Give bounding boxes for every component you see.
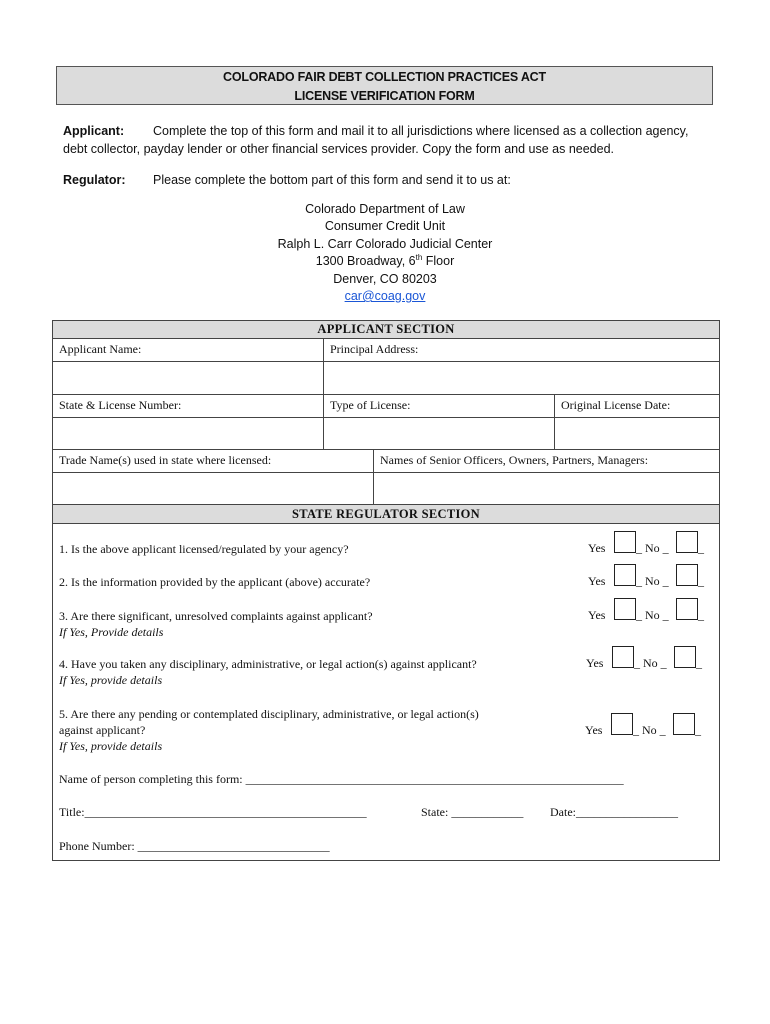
question-5-line1: 5. Are there any pending or contemplated disciplinary, administrative, or legal action(s): [59, 707, 479, 721]
applicant-text-2: debt collector, payday lender or other financial services provider. Copy the form and use as needed.: [63, 142, 615, 156]
q5-yes-label: Yes: [585, 723, 603, 737]
regulator-instructions: [63, 171, 723, 189]
applicant-text-1: Complete the top of this form and mail it to all jurisdictions where licensed as a collection agency,: [153, 124, 689, 138]
title-line[interactable]: Title:_______________________________________________: [59, 805, 367, 819]
q5-no-label: _ No _: [633, 723, 666, 737]
type-of-license-label-cell: [323, 394, 555, 418]
address-line4: 1300 Broadway, 6th Floor: [315, 253, 455, 269]
question-2: 2. Is the information provided by the applicant (above) accurate?: [59, 575, 371, 589]
q3-no-label: _ No _: [636, 608, 669, 622]
q4-yes-checkbox[interactable]: [612, 646, 634, 668]
regulator-label: Regulator:: [63, 173, 126, 187]
applicant-section-title: APPLICANT SECTION: [52, 320, 720, 339]
question-3: 3. Are there significant, unresolved complaints against applicant?: [59, 609, 373, 623]
question-1: 1. Is the above applicant licensed/regulated by your agency?: [59, 542, 349, 556]
q1-yes-label: Yes: [588, 541, 606, 555]
q3-yes-label: Yes: [588, 608, 606, 622]
question-3-note: If Yes, Provide details: [59, 625, 164, 639]
state-license-field[interactable]: [52, 417, 324, 450]
q5-yes-checkbox[interactable]: [611, 713, 633, 735]
principal-address-field[interactable]: [323, 361, 720, 395]
state-license-label: State & License Number:: [59, 398, 182, 412]
address-line3: Ralph L. Carr Colorado Judicial Center: [277, 236, 493, 251]
state-line[interactable]: State: ____________: [421, 805, 524, 819]
address-line2: Consumer Credit Unit: [324, 219, 446, 234]
applicant-label: Applicant:: [63, 124, 125, 138]
senior-officers-field[interactable]: [373, 472, 720, 505]
question-5-line2: against applicant?: [59, 723, 146, 737]
type-of-license-label: Type of License:: [330, 398, 411, 412]
q2-yes-label: Yes: [588, 574, 606, 588]
email-link[interactable]: car@coag.gov: [344, 289, 426, 304]
question-4: 4. Have you taken any disciplinary, administrative, or legal action(s) against applicant?: [59, 657, 477, 671]
address-line1: Colorado Department of Law: [305, 202, 465, 216]
q3-yes-checkbox[interactable]: [614, 598, 636, 620]
header-title-line1: COLORADO FAIR DEBT COLLECTION PRACTICES ACT: [223, 70, 546, 84]
applicant-instructions: [63, 122, 723, 158]
applicant-name-field[interactable]: [52, 361, 324, 395]
trade-names-label: Trade Name(s) used in state where licensed:: [59, 453, 272, 467]
q2-no-label: _ No _: [636, 574, 669, 588]
regulator-section-title: STATE REGULATOR SECTION: [52, 504, 720, 524]
date-line[interactable]: Date:_________________: [550, 805, 678, 819]
applicant-name-label: Applicant Name:: [59, 342, 142, 356]
q1-no-label: _ No _: [636, 541, 669, 555]
q1-no-checkbox[interactable]: [676, 531, 698, 553]
state-license-label-cell: [52, 394, 324, 418]
q2-yes-checkbox[interactable]: [614, 564, 636, 586]
senior-officers-label-cell: [373, 449, 720, 473]
q5-no-checkbox[interactable]: [673, 713, 695, 735]
completer-name-line[interactable]: Name of person completing this form: _______________________________________________________________: [59, 772, 624, 786]
original-license-date-label-cell: [554, 394, 720, 418]
q2-no-checkbox[interactable]: [676, 564, 698, 586]
q4-no-checkbox[interactable]: [674, 646, 696, 668]
applicant-name-label-cell: [52, 338, 324, 362]
q4-no-label: _ No _: [634, 656, 667, 670]
form-header: [56, 66, 713, 105]
principal-address-label-cell: [323, 338, 720, 362]
q4-yes-label: Yes: [586, 656, 604, 670]
question-5-note: If Yes, provide details: [59, 739, 163, 753]
senior-officers-label: Names of Senior Officers, Owners, Partners, Managers:: [380, 453, 649, 467]
q1-yes-checkbox[interactable]: [614, 531, 636, 553]
phone-number-line[interactable]: Phone Number: ________________________________: [59, 839, 330, 853]
mailing-address: [0, 201, 770, 305]
question-4-note: If Yes, provide details: [59, 673, 163, 687]
header-title-line2: LICENSE VERIFICATION FORM: [294, 89, 475, 103]
trade-names-label-cell: [52, 449, 374, 473]
type-of-license-field[interactable]: [323, 417, 555, 450]
principal-address-label: Principal Address:: [330, 342, 419, 356]
regulator-text: Please complete the bottom part of this form and send it to us at:: [153, 173, 511, 187]
address-line5: Denver, CO 80203: [333, 271, 437, 286]
original-license-date-field[interactable]: [554, 417, 720, 450]
trade-names-field[interactable]: [52, 472, 374, 505]
original-license-date-label: Original License Date:: [561, 398, 671, 412]
q3-no-checkbox[interactable]: [676, 598, 698, 620]
